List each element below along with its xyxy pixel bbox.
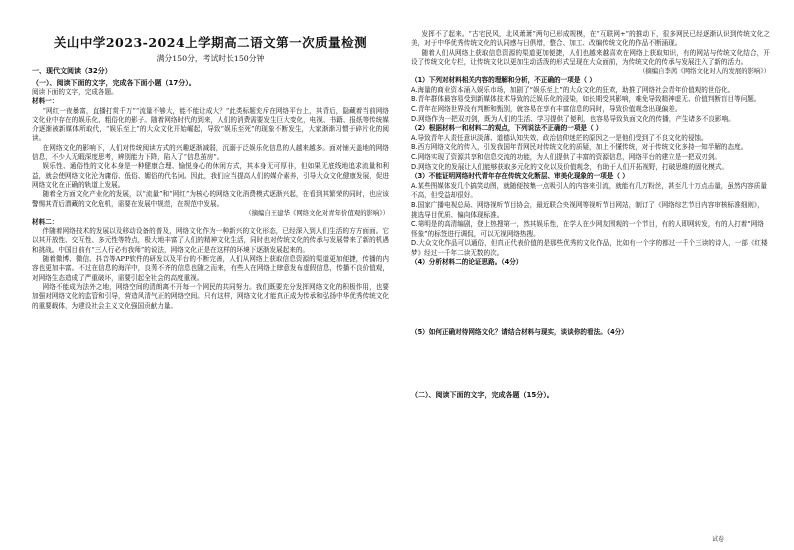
option: A.导致青年人责任意识淡薄、道德认知失效、政治信仰迷茫的原因之一是他们受到了不良文化的侵蚀。: [411, 133, 708, 142]
instruction: 阅读下面的文字，完成各题。: [32, 88, 118, 96]
question-stem: （4）分析材料二的论证思路。（4分）: [411, 258, 523, 267]
section-heading: 一、现代文阅读（32分）: [32, 67, 112, 75]
material-paragraph: 在网络文化的影响下，人们对传统阅读方式的兴趣逐渐减弱，沉溺于泛娱乐化信息的人越来越多。面对铺天盖地的网络信息，不少人无暇深度思考，辨别能力下降，陷入了“信息茧房”。: [32, 143, 389, 162]
option: C.第明是的高清编剧，登上热搜第一，然其娱乐性，在学人在少网友围观的一个节目，有的人即网转发，有的人打着“网络怪象”的标签进行调侃，可以无视网络热搜。: [411, 220, 764, 238]
material-source: （摘编自王建华《网络文化对青年价值观的影响》）: [245, 208, 389, 217]
material-label: 材料二：: [32, 217, 59, 226]
option: D.大众文化作品可以通俗，但真正代表价值的是那些优秀的文化作品，比如有一个字的都过一千个三读的诗人，一部《红楼梦》经过一千年二读无数的次。: [411, 239, 768, 257]
question-stem: （3）不能证明网络时代青年存在传统文化断层、审美化现象的一项是（ ）: [411, 172, 629, 181]
option: D.网络作为一把双刃剑，既为人们的生活、学习提供了便利，也容易导致负面文化的传播，产生诸多不良影响。: [411, 114, 735, 123]
material-paragraph: 随着微博、微信、抖音等APP软件的研发以及平台的不断完善，人们从网络上获取信息资源的渠道更加便捷，传播的内容也更加丰富。不过在信息的海洋中，良莠不齐的信息也随之而来，有些人在网络上肆意发布虚假信息，传播不良价值观，对网络生态造成了严重破坏，需要引起全社会的高度重视。: [32, 255, 389, 282]
option: D.网络文化的发展让人们能够获取多元化的文化以及价值观念，有助于人们开拓视野，打破思维的固化模式。: [411, 162, 729, 171]
material-paragraph: 随着全方面文化产业化的发展，以“流量”和“网红”为核心的网络文化消费模式逐渐兴起，在看到其繁荣的同时，也应该警惕其背后潜藏的文化危机，需要在发展中规范，在规范中发展。: [32, 190, 389, 208]
part-heading: （一）、阅读下面的文字，完成各下面小题（17分）。: [32, 79, 196, 87]
material-label: 材料一：: [32, 97, 59, 106]
material-paragraph: 娱乐性、通俗性的文化本身是一种健康合理、愉悦身心的休闲方式，其本身无可厚非，但如果无底线地追求流量和利益，就会使网络文化沦为庸俗、低俗、媚俗的代名词。因此，我们应当提高人们的媒介素养，引导大众文化健康发展，促进网络文化在正确的轨道上发展。: [32, 162, 389, 189]
material-paragraph: 伴随着网络技术的发展以及移动设备的普及，网络文化作为一种新兴的文化形态，已经深入到人们生活的方方面面。它以其开放性、交互性、多元性等特点，极大地丰富了人们的精神文化生活，同时也对传统文化的传承与发展带来了新的机遇和挑战。中国目前有“三人行必有我师”的说法，网络文化正是在这样的环境下逐渐发展起来的。: [32, 227, 389, 254]
option: C.青年在网络世界没有判断和甄别，就容易在享有丰富信息的同时，导致价值观念出现偏差。: [411, 104, 682, 113]
option: B.西方网络文化的传入，引发我国年青网民对传统文化的质疑，加上不懂传统，对于传统文化多持一知半解的态度。: [411, 143, 748, 152]
material-paragraph: 网络不能成为法外之地，网络空间的清朗离不开每一个网民的共同努力。我们既要充分发挥网络文化的积极作用，也要加强对网络文化的监管和引导，营造风清气正的网络空间。只有这样，网络文化才能真正成为传承和弘扬中华优秀传统文化的重要载体，为建设社会主义文化强国贡献力量。: [32, 282, 389, 310]
option: C.网络实现了资源共享和信息交流的功能，为人们提供了丰富的资源信息，网络平台的建立是一把双刃剑。: [411, 152, 722, 161]
option: A.海量的商业资本涌入娱乐市场，加剧了“娱乐至上”的大众文化的狂欢，助推了网络社会青年价值观的世俗化。: [411, 85, 735, 94]
right-column: [397, 0, 794, 550]
page-subtitle: 满分150分，考试时长150分钟: [156, 54, 265, 63]
question-stem: （5）如何正确对待网络文化？请结合材料与现实，谈谈你的看法。（4分）: [411, 328, 628, 337]
option: B.国家广播电视总局、网络视听节目协会，最近联合央视网等视听节目网站，制订了《网络综艺节目内容审核标准细则》，挑选导目优质、偏向体现标准。: [411, 200, 764, 219]
question-stem: （1）下列对材料相关内容的理解和分析，不正确的一项是（ ）: [411, 76, 596, 85]
page-title: 关山中学2023-2024上学期高二语文第一次质量检测: [53, 35, 368, 50]
material-source: （摘编自李茜《网络文化对人的发展的影响》）: [638, 67, 770, 76]
material-paragraph: 随着人们从网络上获取信息资源的渠道更加便捷，人们也越来越喜欢在网络上获取知识，有的网站与传统文化结合，开设了传统文化专栏，让传统文化以更加生动活泼的形式呈现在大众面前，为传统文化的传承与发展注入了新的活力。: [411, 48, 770, 66]
material-paragraph: 发挥不了起来。“古宅民风，北风萧萧”两句已形成规模，在“互联网+”的推动下，很多网民已经逐渐认识到传统文化之美，对于中华优秀传统文化的认同感与日俱增，整合、加工、改编传统文化的作品不断涌现。: [411, 30, 770, 48]
question-stem: （2）根据材料一和材料二的观点，下列说法不正确的一项是（ ）: [411, 124, 603, 133]
answer-space: [411, 338, 770, 388]
page-footer: 试卷: [712, 536, 725, 543]
material-paragraph: “网红一夜暴富，直播打赏千万”“流量不够大，能不能让成大？”此类标题充斥在网络平台上，其背后，隐藏着当前网络文化业中存在的娱乐化、粗俗化的影子。随着网络时代的到来，人们的消费需要发生巨大变化，电视、书籍、报纸等传统媒介逐渐被新媒体所取代，“娱乐至上”的大众文化开始崛起，导致“娱乐至死”的现象不断发生，大家渐渐习惯于碎片化的阅读。: [32, 106, 389, 143]
part-heading: （二）、阅读下面的文字，完成各题（15分）。: [411, 390, 554, 399]
answer-space: [411, 268, 770, 328]
option: A.某些图媒体发几个搞笑动图，就随便按集一点吸引人的内容来引流，就能有几万粉丝，甚至几十万点击量，虽然内容质量不高，但受益却很好。: [411, 181, 767, 200]
option: B.青年群体最容易受到新媒体技术导致的泛娱乐化的浸染，如长期受其影响，难免导致精神虚无、价值判断盲目等问题。: [411, 95, 761, 104]
